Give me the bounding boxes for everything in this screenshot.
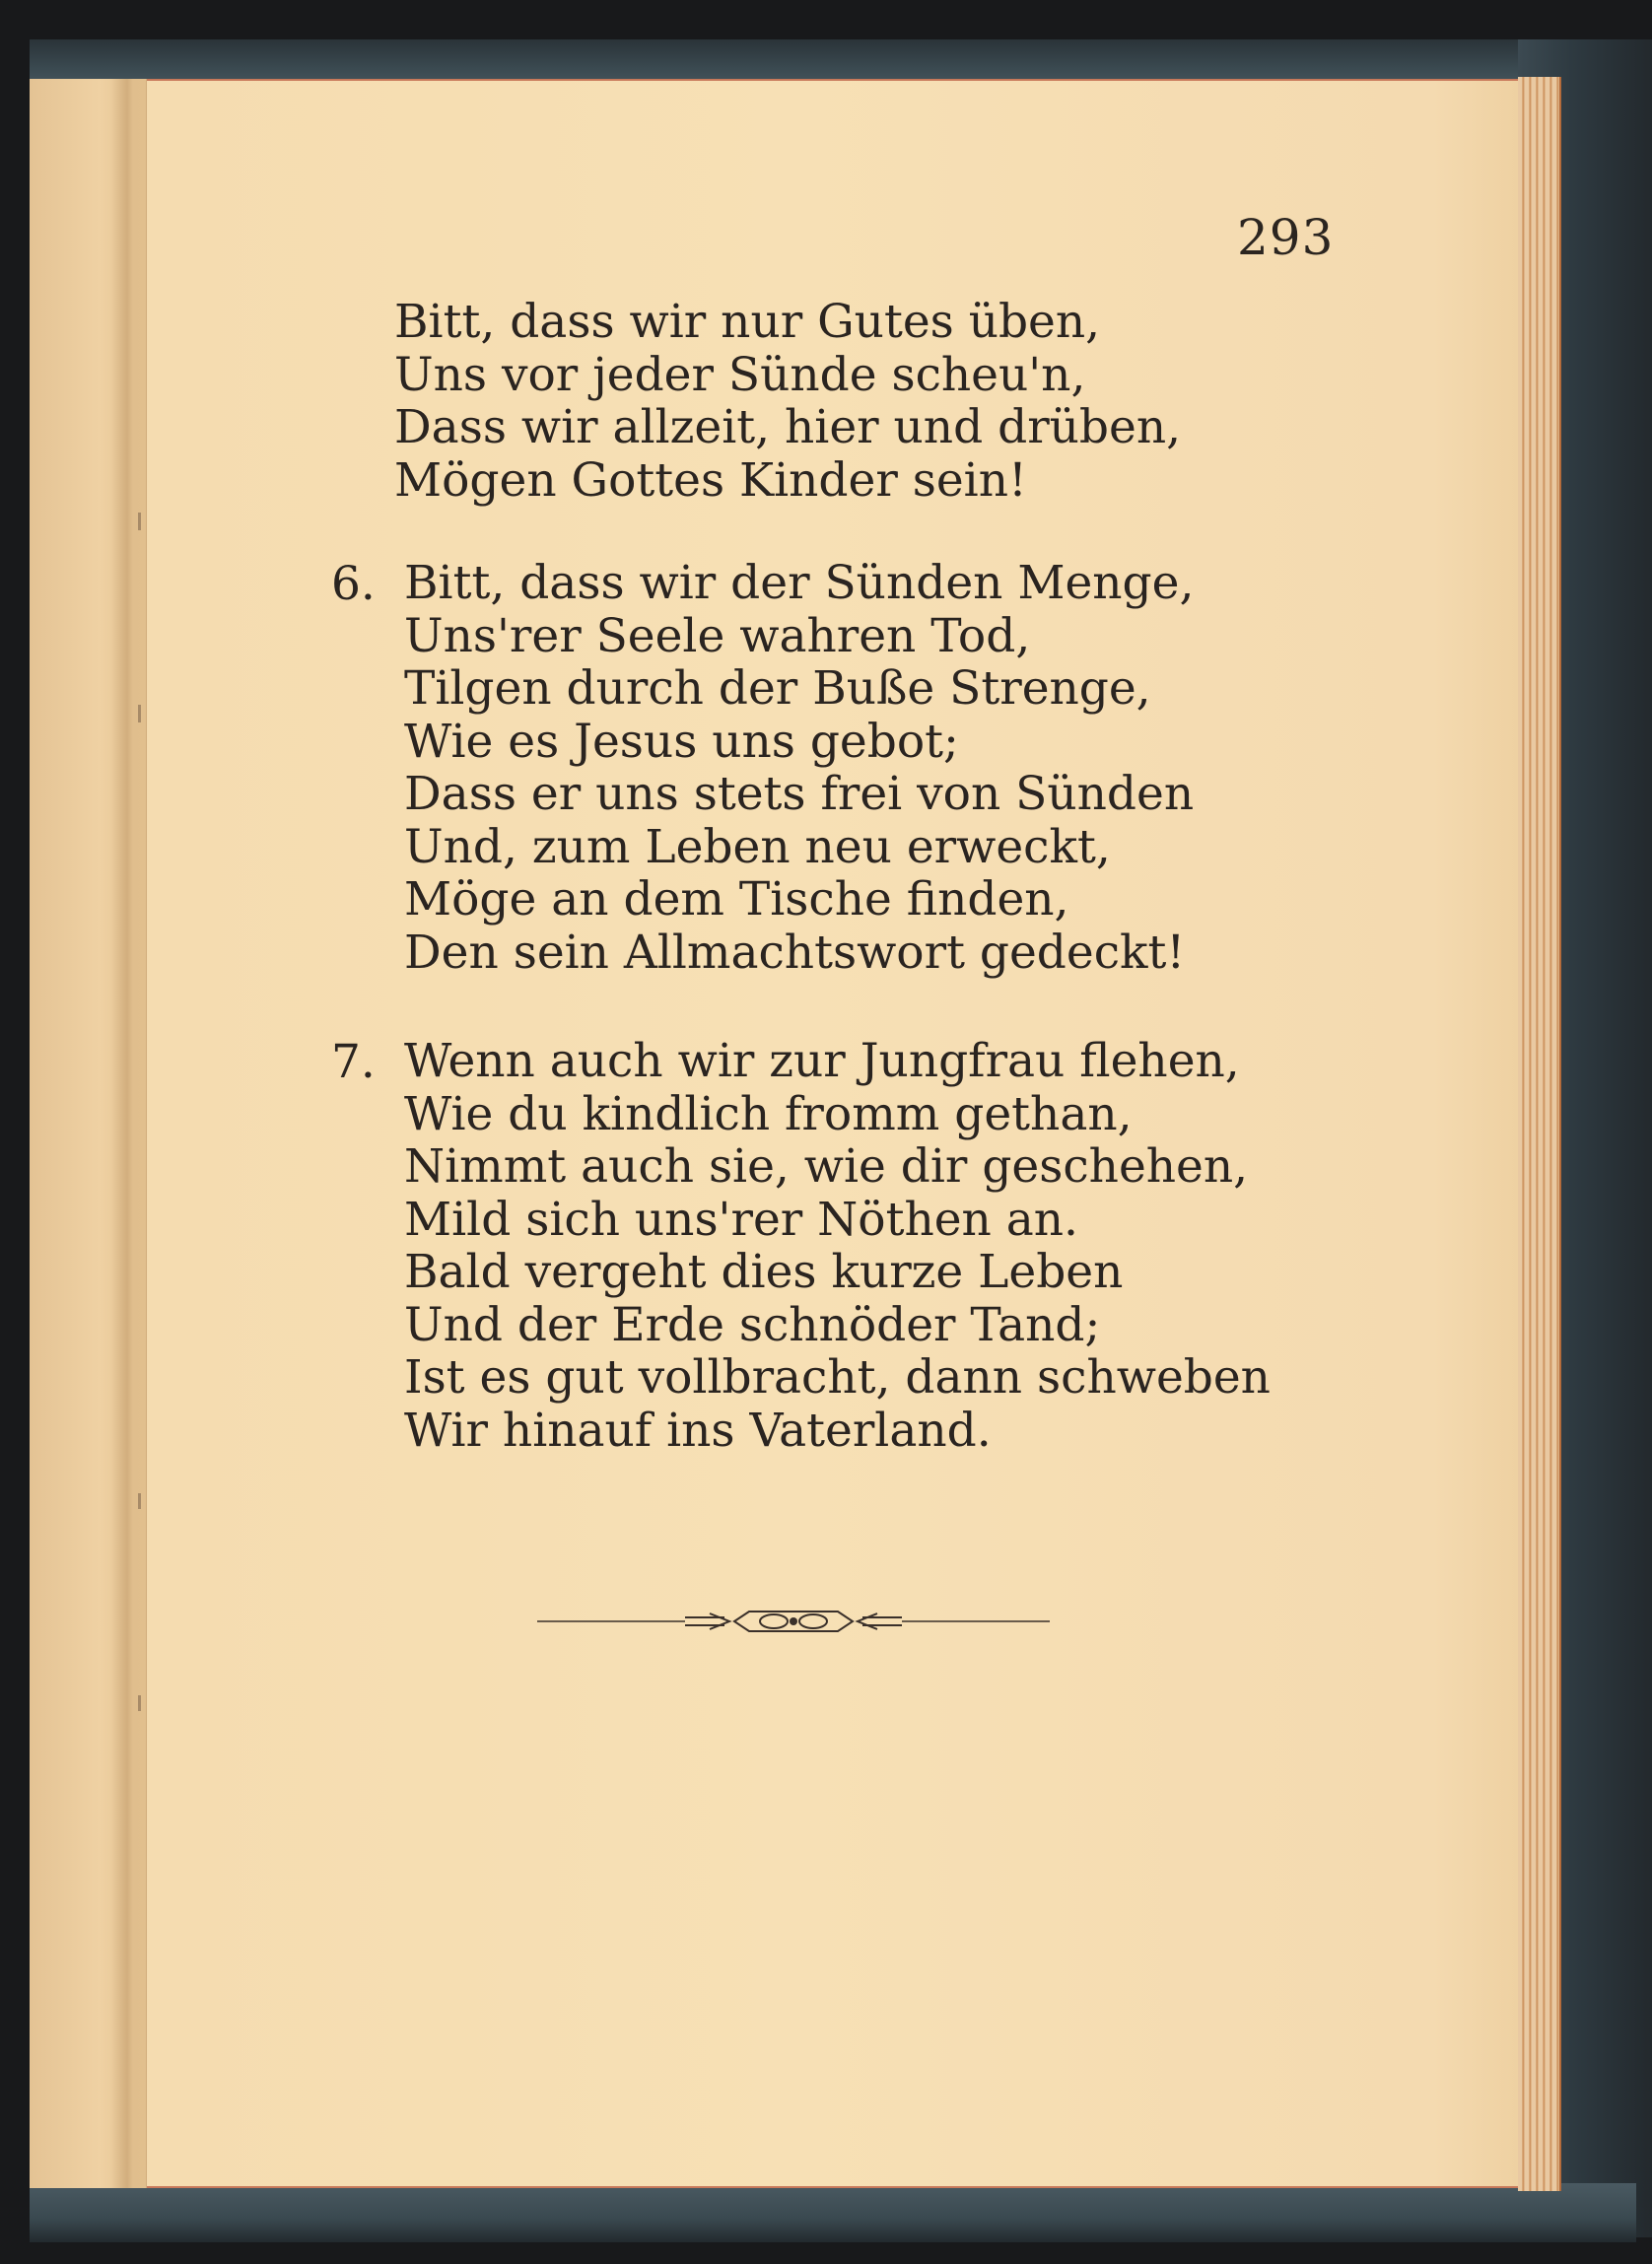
verse-line: Wie es Jesus uns gebot; [404, 714, 959, 769]
verse-number: 7. [331, 1035, 376, 1089]
book-gutter [110, 79, 148, 2188]
page-number: 293 [1237, 209, 1335, 266]
verse-line: Uns vor jeder Sünde scheu'n, [394, 347, 1086, 402]
verse-line: Uns'rer Seele wahren Tod, [404, 608, 1031, 663]
decorative-rule-icon [537, 1602, 1050, 1641]
verse-line: Wenn auch wir zur Jungfrau flehen, [404, 1034, 1240, 1088]
binding-stitch [138, 1695, 141, 1711]
verse-line: Und der Erde schnöder Tand; [404, 1297, 1101, 1352]
stanza-7 [404, 1035, 1271, 1457]
verse-line: Mögen Gottes Kinder sein! [394, 452, 1027, 508]
binding-stitch [138, 705, 141, 722]
stanza-continuation [394, 296, 1181, 507]
verse-line: Den sein Allmachtswort gedeckt! [404, 925, 1186, 980]
cover-bottom-edge [30, 2183, 1636, 2242]
stanza-6 [404, 557, 1194, 979]
page-edges [1518, 77, 1561, 2191]
verse-line: Ist es gut vollbracht, dann schweben [404, 1350, 1271, 1405]
binding-stitch [138, 1493, 141, 1509]
verse-number: 6. [331, 557, 376, 611]
verse-line: Wie du kindlich fromm gethan, [404, 1086, 1133, 1141]
binding-stitch [138, 513, 141, 530]
verse-line: Dass wir allzeit, hier und drüben, [394, 400, 1182, 454]
verse-line: Dass er uns stets frei von Sünden [404, 767, 1195, 821]
verse-line: Nimmt auch sie, wie dir geschehen, [404, 1139, 1249, 1194]
verse-line: Wir hinauf ins Vaterland. [404, 1403, 992, 1458]
verse-line: Bitt, dass wir der Sünden Menge, [404, 556, 1195, 610]
verse-line: Möge an dem Tische finden, [404, 872, 1069, 926]
verse-line: Bald vergeht dies kurze Leben [404, 1245, 1124, 1299]
verse-line: Mild sich uns'rer Nöthen an. [404, 1192, 1079, 1247]
verse-line: Bitt, dass wir nur Gutes üben, [394, 295, 1101, 349]
verse-line: Und, zum Leben neu erweckt, [404, 819, 1111, 874]
verse-line: Tilgen durch der Buße Strenge, [404, 661, 1151, 716]
